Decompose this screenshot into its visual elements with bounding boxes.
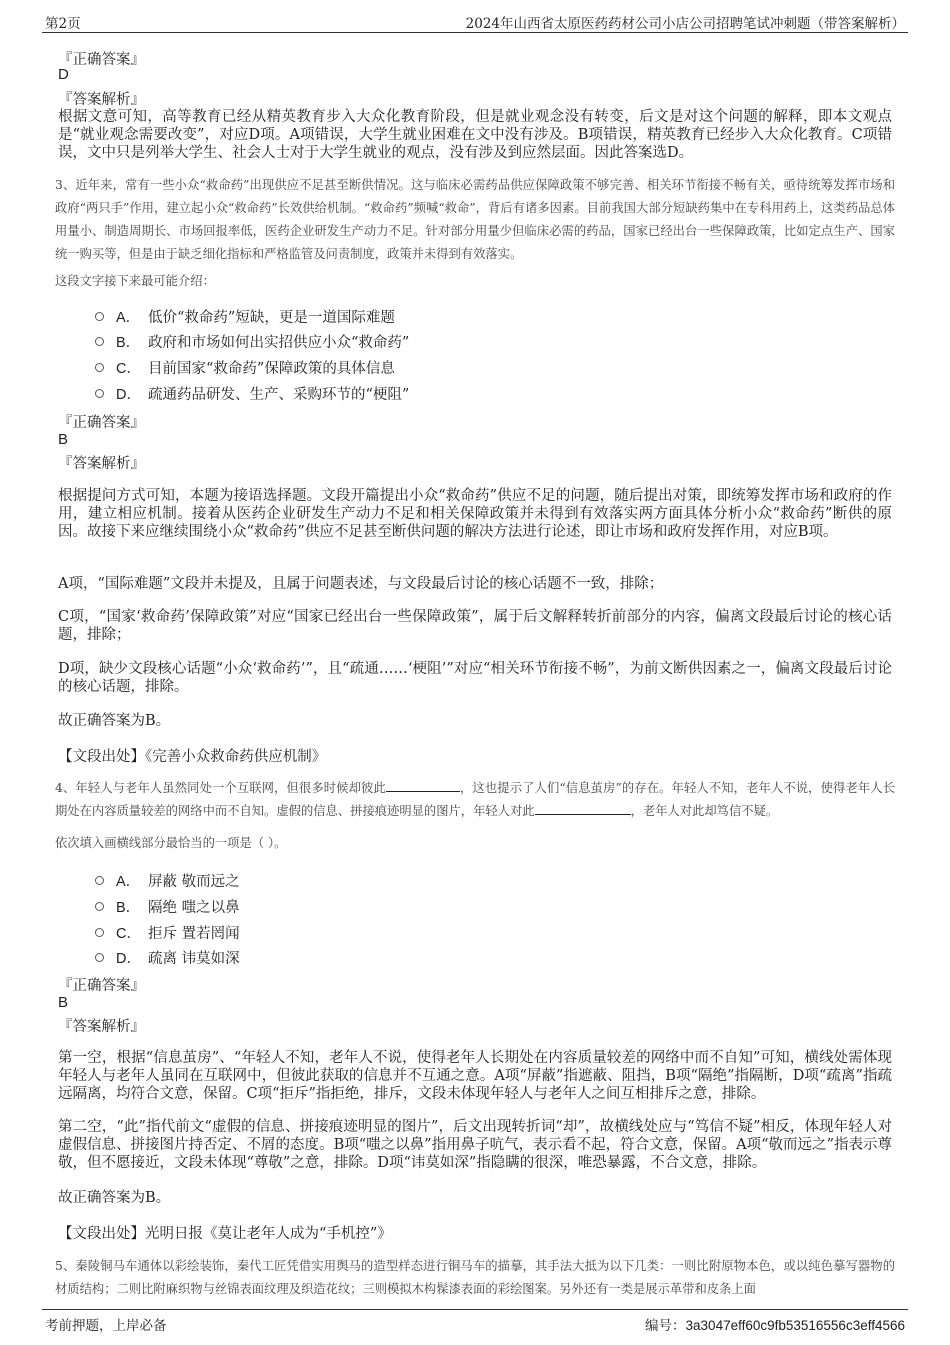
q3-answer: B [58,431,69,448]
q4-analysis-label: 『答案解析』 [58,1019,145,1035]
q4-source: 【文段出处】光明日报《莫让老年人成为“手机控”》 [58,1226,392,1242]
q3-analysis-para: A项，“国际难题”文段并未提及，且属于问题表述，与文段最后讨论的核心话题不一致，排除； [58,576,664,592]
q4-analysis-para: 第一空，根据“信息茧房”、“年轻人不知，老年人不说，使得老年人长期处在内容质量较差的网络中而不自知”可知，横线处需体现年轻人与老年人虽同在互联网中，但彼此获取的信息并不互通之意。A项“屏蔽”指遮蔽、阻挡，B项“隔绝”指隔断，D项“疏离”指疏远隔离，均符合文意，保留。C项“拒斥”指拒绝，排斥，文段未体现年轻人与老年人之间互相排斥之意，排除。 [58,1050,892,1102]
radio-icon[interactable] [95,953,104,962]
q2-answer: D [58,66,69,83]
q4-answer: B [58,994,69,1011]
q3-source: 【文段出处】《完善小众救命药供应机制》 [58,749,327,765]
q4-option-c[interactable]: C． 拒斥 置若罔闻 [95,922,240,943]
q3-option-d[interactable]: D． 疏通药品研发、生产、采购环节的“梗阻” [95,383,409,404]
q3-option-c[interactable]: C． 目前国家“救命药”保障政策的具体信息 [95,357,395,378]
q4-option-b[interactable]: B． 隔绝 嗤之以鼻 [95,896,240,917]
document-code: 编号：3a3047eff60c9fb53516556c3eff4566 [645,1318,905,1334]
q3-stem: 3、近年来，常有一些小众“救命药”出现供应不足甚至断供情况。这与临床必需药品供应保障政策不够完善、相关环节衔接不畅有关，亟待统筹发挥市场和政府“两只手”作用，建立起小众“救命药”长效供给机制。“救命药”频喊“救命”，背后有诸多因素。目前我国大部分短缺药集中在专科用药上，这类药品总体用量小、制造周期长、市场回报率低，医药企业研发生产动力不足。针对部分用量少但临床必需的药品，国家已经出台一些保障政策，比如定点生产、国家统一购买等，但是由于缺乏细化指标和严格监管及问责制度，政策并未得到有效落实。 [55,178,895,261]
q4-answer-label: 『正确答案』 [58,978,145,994]
q3-option-a[interactable]: A． 低价“救命药”短缺，更是一道国际难题 [95,306,395,327]
q3-prompt: 这段文字接下来最可能介绍： [55,274,215,288]
page-number: 第2页 [45,16,81,32]
document-title: 2024年山西省太原医药药材公司小店公司招聘笔试冲刺题（带答案解析） [465,16,905,32]
q4-stem: 4、年轻人与老年人虽然同处一个互联网，但很多时候却彼此 ，这也提示了人们“信息茧房”的存在。年轻人不知，老年人不说，使得老年人长期处在内容质量较差的网络中而不自知。虚假的信息、拼接痕迹明显的图片，年轻人对此 ，老年人对此却笃信不疑。 [55,781,896,818]
radio-icon[interactable] [95,337,104,346]
radio-icon[interactable] [95,902,104,911]
q4-prompt: 依次填入画横线部分最恰当的一项是（ ）。 [55,836,287,850]
radio-icon[interactable] [95,312,104,321]
footer-divider [42,1309,908,1310]
radio-icon[interactable] [95,363,104,372]
q4-option-d[interactable]: D． 疏离 讳莫如深 [95,947,240,968]
radio-icon[interactable] [95,928,104,937]
q4-analysis-para: 故正确答案为B。 [58,1190,171,1206]
q3-analysis-para: C项，“国家‘救命药’保障政策”对应“国家已经出台一些保障政策”，属于后文解释转折前部分的内容，偏离文段最后讨论的核心话题，排除； [58,609,892,643]
q3-answer-label: 『正确答案』 [58,415,145,431]
q3-option-b[interactable]: B． 政府和市场如何出实招供应小众“救命药” [95,331,409,352]
q4-analysis-para: 第二空，“此”指代前文“虚假的信息、拼接痕迹明显的图片”，后文出现转折词“却”，故横线处应与“笃信不疑”相反，体现年轻人对虚假信息、拼接图片持否定、不屑的态度。B项“嗤之以鼻”指用鼻子吭气，表示看不起，符合文意，保留。A项“敬而远之”指表示尊敬，但不愿接近，文段未体现“尊敬”之意，排除。D项“讳莫如深”指隐瞒的很深，唯恐暴露，不合文意，排除。 [58,1119,892,1171]
radio-icon[interactable] [95,876,104,885]
q2-analysis-label: 『答案解析』 [58,92,145,108]
q4-blank-2 [535,802,631,815]
q4-blank-1 [386,779,460,792]
q3-analysis-para: 故正确答案为B。 [58,713,171,729]
q2-analysis-text: 根据文意可知，高等教育已经从精英教育步入大众化教育阶段，但是就业观念没有转变，后文是对这个问题的解释，即本文观点是“就业观念需要改变”，对应D项。A项错误，大学生就业困难在文中没有涉及。B项错误，精英教育已经步入大众化教育。C项错误，文中只是列举大学生、社会人士对于大学生就业的观点，没有涉及到应然层面。因此答案选D。 [58,109,892,161]
q5-stem: 5、秦陵铜马车通体以彩绘装饰，秦代工匠凭借实用舆马的造型样态进行铜马车的描摹，其手法大抵为以下几类：一则比附原物本色，或以纯色摹写器物的材质结构；二则比附麻织物与丝锦表面纹理及织造花纹；三则模拟木构髹漆表面的彩绘图案。另外还有一类是展示革带和皮条上面 [55,1259,895,1296]
footer-slogan: 考前押题，上岸必备 [45,1318,167,1334]
radio-icon[interactable] [95,389,104,398]
header-divider [42,32,908,33]
q4-option-a[interactable]: A． 屏蔽 敬而远之 [95,870,240,891]
q3-analysis-para: 根据提问方式可知，本题为接语选择题。文段开篇提出小众“救命药”供应不足的问题，随后提出对策，即统筹发挥市场和政府的作用，建立相应机制。接着从医药企业研发生产动力不足和相关保障政策并未得到有效落实两方面具体分析小众“救命药”断供的原因。故接下来应继续围绕小众“救命药”供应不足甚至断供问题的解决方法进行论述，即让市场和政府发挥作用，对应B项。 [58,488,892,540]
q3-analysis-label: 『答案解析』 [58,456,145,472]
q3-analysis-para: D项，缺少文段核心话题“小众‘救命药’”，且“疏通……‘梗阻’”对应“相关环节衔接不畅”，为前文断供因素之一，偏离文段最后讨论的核心话题，排除。 [58,661,892,695]
q2-answer-label: 『正确答案』 [58,52,145,68]
